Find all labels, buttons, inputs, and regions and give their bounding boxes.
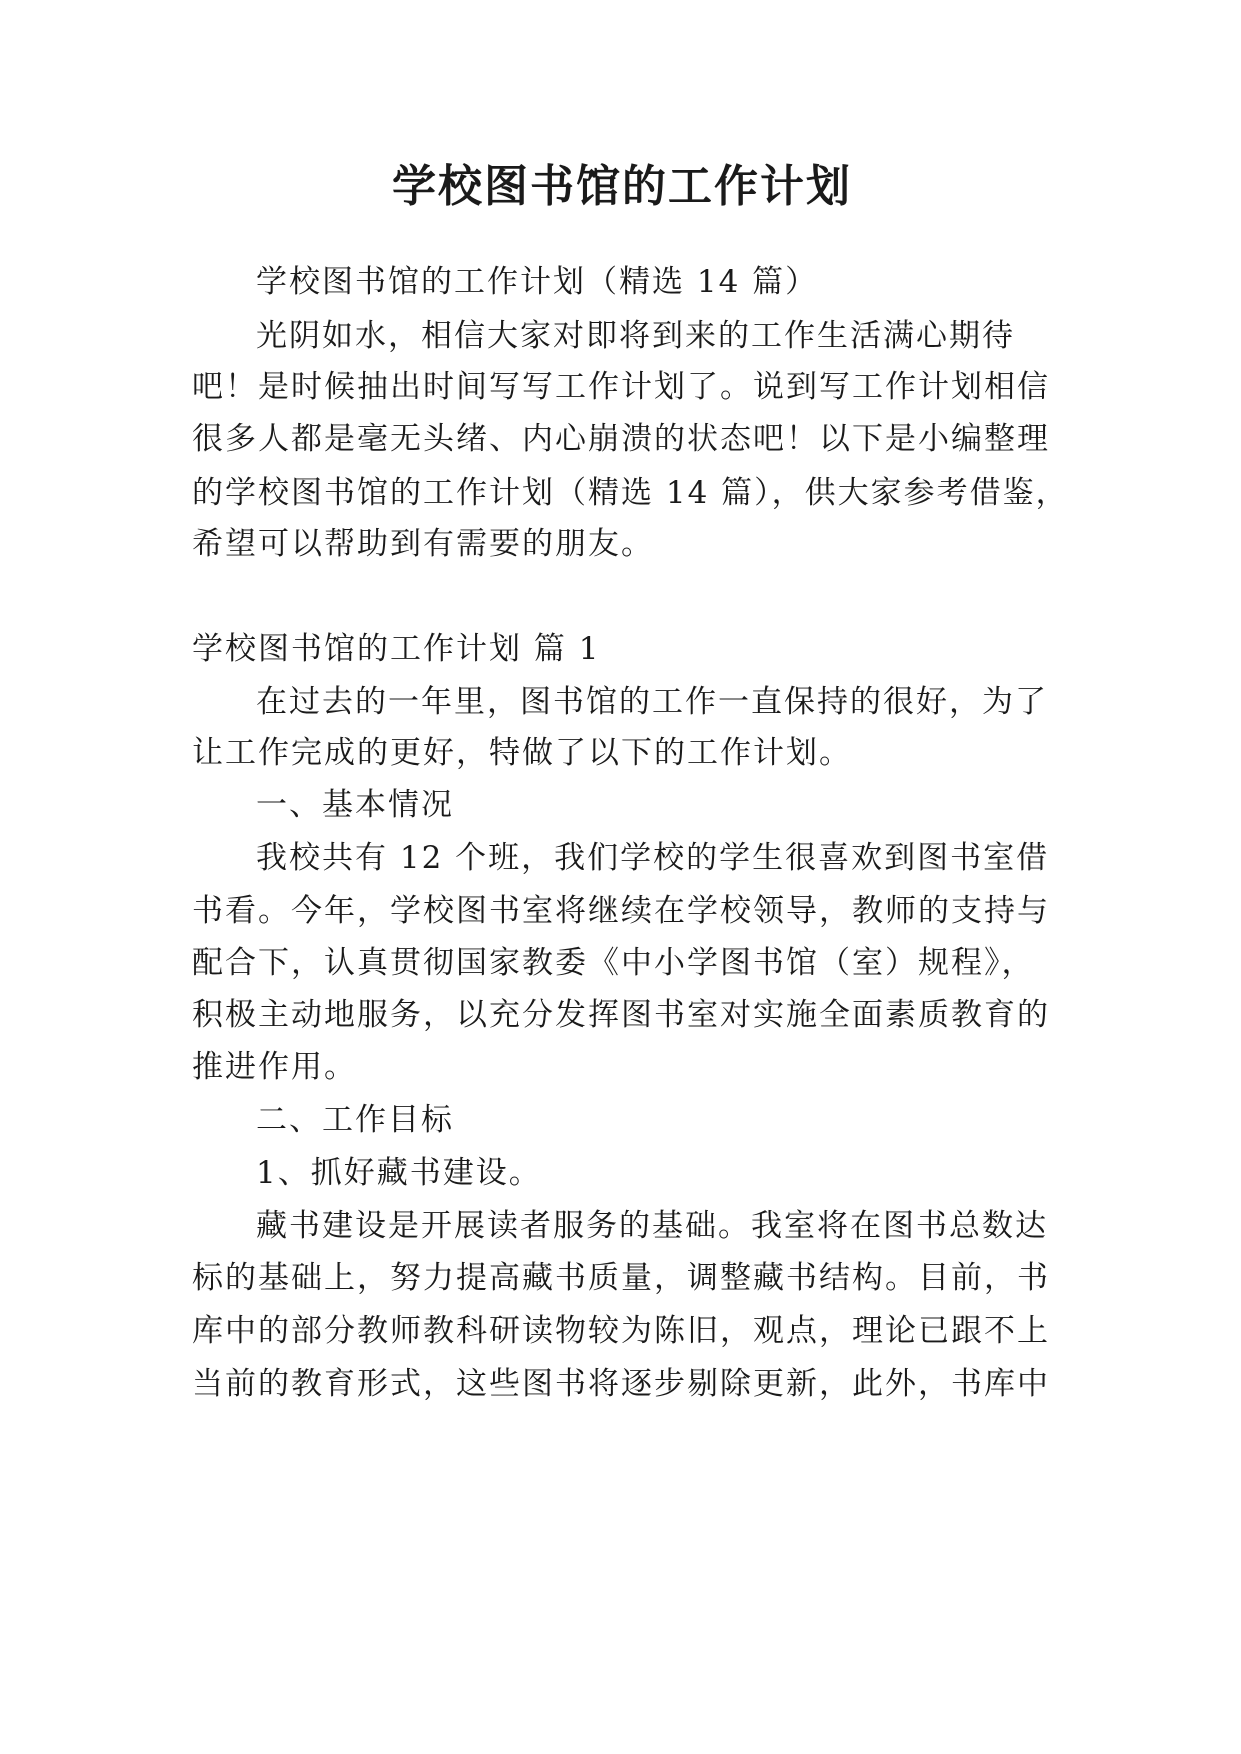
body-heading: 二、工作目标: [256, 1102, 454, 1138]
body-heading: 1、抓好藏书建设。: [256, 1155, 542, 1191]
body-line: 当前的教育形式，这些图书将逐步剔除更新，此外，书库中: [192, 1366, 1050, 1402]
section-heading: 学校图书馆的工作计划 篇 1: [192, 631, 601, 667]
document-title: 学校图书馆的工作计划: [392, 161, 852, 212]
intro-line: 吧！是时候抽出时间写写工作计划了。说到写工作计划相信: [192, 369, 1050, 405]
intro-line: 光阴如水，相信大家对即将到来的工作生活满心期待: [256, 318, 1015, 354]
body-line: 我校共有 12 个班，我们学校的学生很喜欢到图书室借: [256, 840, 1050, 876]
intro-line: 的学校图书馆的工作计划（精选 14 篇），供大家参考借鉴，: [192, 475, 1069, 511]
body-line: 在过去的一年里，图书馆的工作一直保持的很好，为了: [256, 684, 1048, 720]
body-line: 积极主动地服务，以充分发挥图书室对实施全面素质教育的: [192, 997, 1050, 1033]
document-subtitle: 学校图书馆的工作计划（精选 14 篇）: [256, 264, 819, 300]
body-line: 标的基础上，努力提高藏书质量，调整藏书结构。目前，书: [192, 1260, 1050, 1296]
body-line: 书看。今年，学校图书室将继续在学校领导，教师的支持与: [192, 893, 1050, 929]
body-line: 藏书建设是开展读者服务的基础。我室将在图书总数达: [256, 1208, 1048, 1244]
body-line: 让工作完成的更好，特做了以下的工作计划。: [192, 735, 852, 771]
body-line: 配合下，认真贯彻国家教委《中小学图书馆（室）规程》，: [192, 945, 1035, 981]
body-line: 推进作用。: [192, 1049, 357, 1085]
intro-line: 希望可以帮助到有需要的朋友。: [192, 526, 654, 562]
body-heading: 一、基本情况: [256, 787, 454, 823]
intro-line: 很多人都是毫无头绪、内心崩溃的状态吧！以下是小编整理: [192, 421, 1050, 457]
body-line: 库中的部分教师教科研读物较为陈旧，观点，理论已跟不上: [192, 1313, 1050, 1349]
